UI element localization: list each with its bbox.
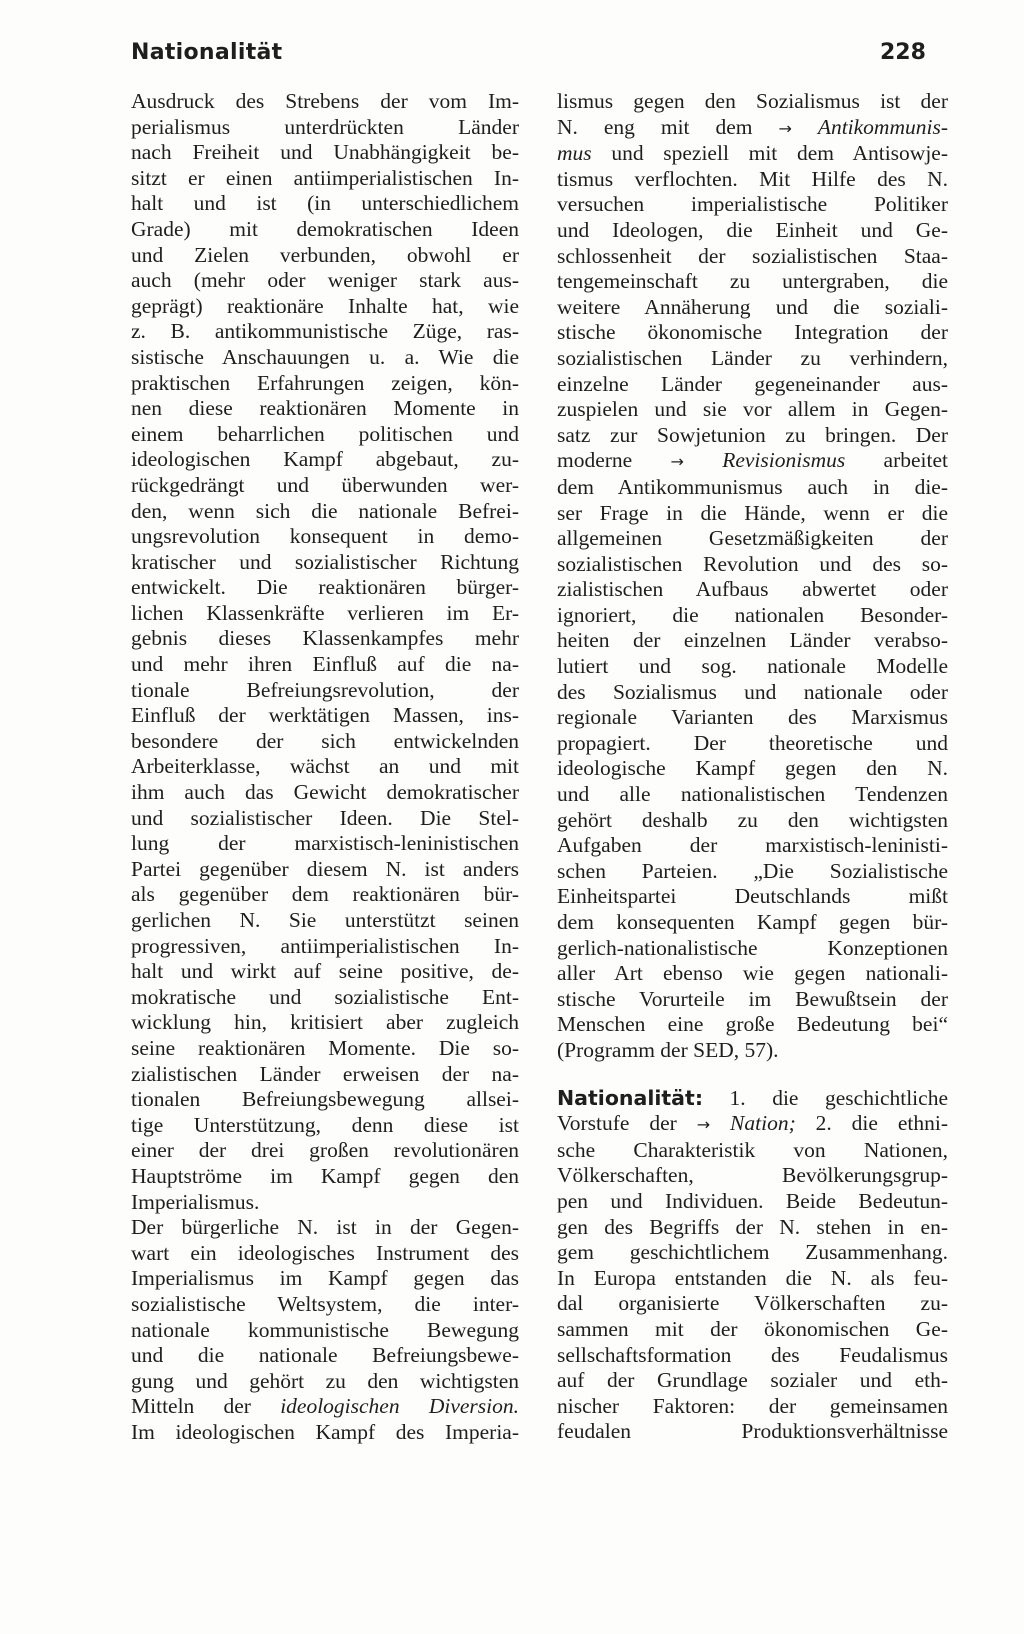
ideologische-diversion-ref: ideologischen Diversion. <box>280 1394 519 1419</box>
page-number: 228 <box>880 40 926 65</box>
running-head-title: Nationalität <box>131 40 283 65</box>
text-line: des Sozialismus und nationale oder <box>557 679 948 704</box>
text-line: Imperialismus im Kampf gegen das <box>131 1266 519 1291</box>
text-line: ungsrevolution konsequent in demo- <box>131 524 519 549</box>
text-line: Arbeiterklasse, wächst an und mit <box>131 754 519 779</box>
text-line: In Europa entstanden die N. als feu- <box>557 1265 948 1290</box>
text-line: schlossenheit der sozialistischen Staa- <box>557 243 948 268</box>
text-line: tengemeinschaft zu untergraben, die <box>557 269 948 294</box>
text-line: weitere Annäherung und die soziali- <box>557 294 948 319</box>
text-line: gebnis dieses Klassenkampfes mehr <box>131 626 519 651</box>
text-line: mokratische und sozialistische Ent- <box>131 984 519 1009</box>
text-line: nischer Faktoren: der gemeinsamen <box>557 1393 948 1418</box>
text-line: lismus gegen den Sozialismus ist der <box>557 89 948 113</box>
text-line: z. B. antikommunistische Züge, ras- <box>131 319 519 344</box>
text-line: (Programm der SED, 57). <box>557 1037 779 1062</box>
text-line: lichen Klassenkräfte verlieren im Er- <box>131 600 519 625</box>
text-line: satz zur Sowjetunion zu bringen. Der <box>557 422 948 447</box>
text-line: entwickelt. Die reaktionären bürger- <box>131 575 519 600</box>
text-line: stische Vorurteile im Bewußtsein der <box>557 986 948 1011</box>
text-line: halt und wirkt auf seine positive, de- <box>131 959 519 984</box>
text-line: geprägt) reaktionäre Inhalte hat, wie <box>131 293 519 318</box>
text-line: zialistischen Länder erweisen der na- <box>131 1061 519 1086</box>
text-line: und mehr ihren Einfluß auf die na- <box>131 652 519 677</box>
cross-reference-arrow-icon: → <box>696 1115 711 1135</box>
text-line: und sozialistischer Ideen. Die Stel- <box>131 805 519 830</box>
entry-term: Nationalität: <box>557 1085 704 1110</box>
right-column-lines <box>557 1138 948 1445</box>
text-line: moderne → Revisionismus arbeitet <box>557 448 948 473</box>
text-line: Im ideologischen Kampf des Imperia- <box>131 1419 519 1444</box>
text-line: sozialistische Weltsystem, die inter- <box>131 1291 519 1316</box>
cross-reference-arrow-icon: → <box>670 452 684 472</box>
text-line: seine reaktionären Momente. Die so- <box>131 1035 519 1060</box>
text-line: Aufgaben der marxistisch-leninisti- <box>557 833 948 858</box>
text-line: gen des Begriffs der N. stehen in en- <box>557 1214 948 1239</box>
text-line: dem Antikommunismus auch in die- <box>557 474 948 499</box>
text-line: wart ein ideologisches Instrument des <box>131 1240 519 1265</box>
text-line: tionale Befreiungsrevolution, der <box>131 677 519 702</box>
text-line: und alle nationalistischen Tendenzen <box>557 782 948 807</box>
text-line: Einfluß der werktätigen Massen, ins- <box>131 703 519 728</box>
text-line: nen diese reaktionären Momente in <box>131 396 519 421</box>
antikommunismus-ref-cont: mus <box>557 141 592 166</box>
text-line: den, wenn sich die nationale Befrei- <box>131 498 519 523</box>
right-column <box>557 89 948 1445</box>
text-line: Imperialismus. <box>131 1189 260 1214</box>
text-line: sozialistischen Revolution und des so- <box>557 551 948 576</box>
text-line: zuspielen und sie vor allem in Gegen- <box>557 397 948 422</box>
text-line: mus und speziell mit dem Antisowje- <box>557 141 948 166</box>
text-line: auch (mehr oder weniger stark aus- <box>131 268 519 293</box>
text-line: einzelne Länder gegeneinander aus- <box>557 371 948 396</box>
text-line: regionale Varianten des Marxismus <box>557 705 948 730</box>
text-line: lutiert und sog. nationale Modelle <box>557 654 948 679</box>
text-line: ser Frage in die Hände, wenn er die <box>557 500 948 525</box>
antikommunismus-ref: Antikommunis- <box>817 114 948 139</box>
left-column-lines <box>131 89 519 1394</box>
nation-ref: Nation; <box>730 1111 796 1136</box>
right-column-lines <box>557 167 948 449</box>
text-line: sitzt er einen antiimperialistischen In- <box>131 165 519 190</box>
text-line: und Ideologen, die Einheit und Ge- <box>557 217 948 242</box>
text-line: Hauptströme im Kampf gegen den <box>131 1163 519 1188</box>
text-line: Grade) mit demokratischen Ideen <box>131 216 519 241</box>
text-line: gem geschichtlichem Zusammenhang. <box>557 1240 948 1265</box>
text-line: Menschen eine große Bedeutung bei“ <box>557 1012 948 1037</box>
text-line: progressiven, antiimperialistischen In- <box>131 933 519 958</box>
text-line: ignoriert, die nationalen Besonder- <box>557 602 948 627</box>
text-line: kratischer und sozialistischer Richtung <box>131 549 519 574</box>
text-line: stische ökonomische Integration der <box>557 320 948 345</box>
entry-first-line: Nationalität: 1. die geschichtliche <box>557 1085 948 1110</box>
text-line: Ausdruck des Strebens der vom Im- <box>131 89 519 113</box>
text-line: pen und Individuen. Beide Bedeutun- <box>557 1188 948 1213</box>
text-line: feudalen Produktionsverhältnisse <box>557 1419 948 1444</box>
text-line: einer der drei großen revolutionären <box>131 1138 519 1163</box>
text-line: besondere der sich entwickelnden <box>131 728 519 753</box>
cross-reference-arrow-icon: → <box>778 118 792 138</box>
text-line: sammen mit der ökonomischen Ge- <box>557 1316 948 1341</box>
text-line: tismus verflochten. Mit Hilfe des N. <box>557 166 948 191</box>
revisionismus-ref: Revisionismus <box>722 448 846 473</box>
text-line: gerlichen N. Sie unterstützt seinen <box>131 908 519 932</box>
text-line: aller Art ebenso wie gegen nationali- <box>557 961 948 986</box>
text-line: lung der marxistisch-leninistischen <box>131 831 519 856</box>
text-line: Der bürgerliche N. ist in der Gegen- <box>131 1215 519 1240</box>
text-line: tige Unterstützung, denn diese ist <box>131 1112 519 1137</box>
text-line: sche Charakteristik von Nationen, <box>557 1137 948 1162</box>
text-line: und Zielen verbunden, obwohl er <box>131 242 519 267</box>
text-line: allgemeinen Gesetzmäßigkeiten der <box>557 526 948 551</box>
text-line: versuchen imperialistische Politiker <box>557 192 948 217</box>
text-line: halt und ist (in unterschiedlichem <box>131 191 519 216</box>
text-line: dem konsequenten Kampf gegen bür- <box>557 910 948 934</box>
text-line: heiten der einzelnen Länder verabso- <box>557 628 948 653</box>
text-line: N. eng mit dem → Antikommunis- <box>557 114 948 139</box>
text-line: Völkerschaften, Bevölkerungsgrup- <box>557 1163 948 1188</box>
text-line: dal organisierte Völkerschaften zu- <box>557 1291 948 1316</box>
text-line: Partei gegenüber diesem N. ist anders <box>131 856 519 881</box>
text-line: gehört deshalb zu den wichtigsten <box>557 807 948 832</box>
text-line: sistische Anschauungen u. a. Wie die <box>131 344 519 369</box>
text-line: nach Freiheit und Unabhängigkeit be- <box>131 140 519 165</box>
text-line: sozialistischen Länder zu verhindern, <box>557 345 948 370</box>
text-line: ideologischen Kampf abgebaut, zu- <box>131 447 519 472</box>
text-line: zialistischen Aufbaus abwertet oder <box>557 577 948 602</box>
right-column-lines <box>557 89 948 115</box>
text-line: Einheitspartei Deutschlands mißt <box>557 884 948 909</box>
text-line: einem beharrlichen politischen und <box>131 421 519 446</box>
text-line: auf der Grundlage sozialer und eth- <box>557 1368 948 1393</box>
text-line: perialismus unterdrückten Länder <box>131 114 519 139</box>
text-line: schen Parteien. „Die Sozialistische <box>557 858 948 883</box>
entry-gap <box>557 1064 948 1086</box>
left-column <box>131 89 519 1445</box>
text-line: nationale kommunistische Bewegung <box>131 1317 519 1342</box>
text-line: ihm auch das Gewicht demokratischer <box>131 780 519 805</box>
text-line: rückgedrängt und überwunden wer- <box>131 472 519 497</box>
right-column-lines <box>557 475 948 1064</box>
text-line: praktischen Erfahrungen zeigen, kön- <box>131 370 519 395</box>
text-line: tionalen Befreiungsbewegung allsei- <box>131 1087 519 1112</box>
text-line: Mitteln der ideologischen Diversion. <box>131 1394 519 1419</box>
text-line: sellschaftsformation des Feudalismus <box>557 1342 948 1367</box>
text-line: ideologische Kampf gegen den N. <box>557 756 948 781</box>
text-line: gerlich-nationalistische Konzeptionen <box>557 935 948 960</box>
text-line: propagiert. Der theoretische und <box>557 730 948 755</box>
text-line: und die nationale Befreiungsbewe- <box>131 1343 519 1368</box>
text-line: wicklung hin, kritisiert aber zugleich <box>131 1010 519 1035</box>
text-line: gung und gehört zu den wichtigsten <box>131 1368 519 1393</box>
text-line: als gegenüber dem reaktionären bür- <box>131 882 519 907</box>
text-line: Vorstufe der → Nation; 2. die ethni- <box>557 1111 948 1136</box>
